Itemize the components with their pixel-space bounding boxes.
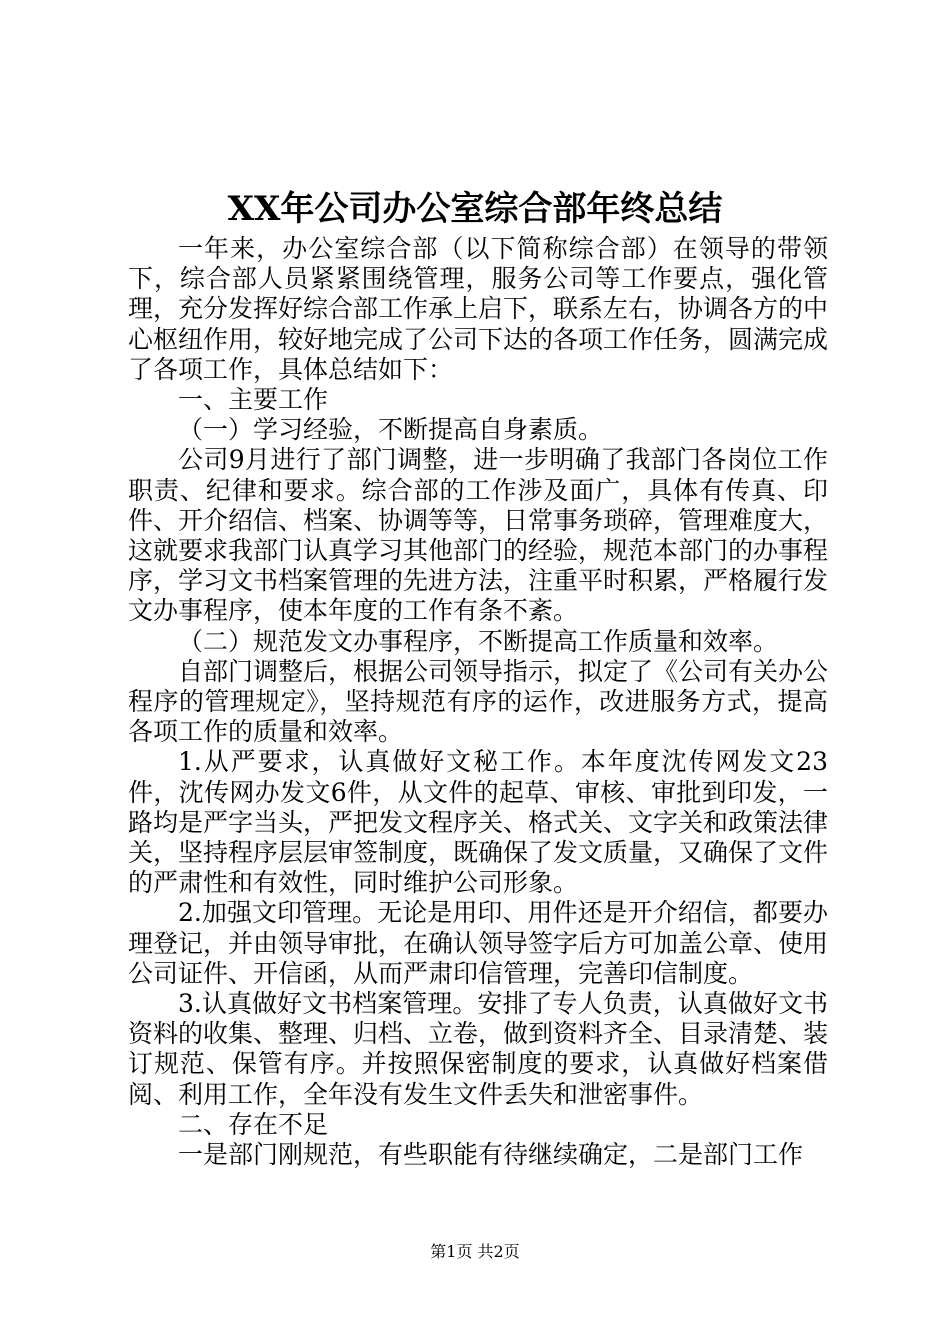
document-title: XX年公司办公室综合部年终总结 <box>227 189 723 229</box>
subsection-heading-procedures: （二）规范发文办事程序，不断提高工作质量和效率。 <box>178 626 779 656</box>
document-body <box>128 234 828 1170</box>
section-heading-main-work: 一、主要工作 <box>178 385 329 415</box>
subsection-heading-learning: （一）学习经验，不断提高自身素质。 <box>178 415 604 445</box>
paragraph-shortcomings: 一是部门刚规范，有些职能有待继续确定，二是部门工作 <box>178 1140 804 1170</box>
paragraph-learning: 公司9月进行了部门调整，进一步明确了我部门各岗位工作职责、纪律和要求。综合部的工作涉及面广，具体有传真、印件、开介绍信、档案、协调等等，日常事务琐碎，管理难度大，这就要求我部门认真学习其他部门的经验，规范本部门的办事程序，学习文书档案管理的先进方法，注重平时积累，严格履行发文办事程序，使本年度的工作有条不紊。 <box>128 445 829 626</box>
paragraph-item-2: 2.加强文印管理。无论是用印、用件还是开介绍信，都要办理登记，并由领导审批，在确认领导签字后方可加盖公章、使用公司证件、开信函，从而严肃印信管理，完善印信制度。 <box>128 898 829 988</box>
paragraph-intro: 一年来，办公室综合部（以下简称综合部）在领导的带领下，综合部人员紧紧围绕管理，服务公司等工作要点，强化管理，充分发挥好综合部工作承上启下，联系左右，协调各方的中心枢纽作用，较好地完成了公司下达的各项工作任务，圆满完成了各项工作，具体总结如下： <box>128 234 829 384</box>
paragraph-item-3: 3.认真做好文书档案管理。安排了专人负责，认真做好文书资料的收集、整理、归档、立卷，做到资料齐全、目录清楚、装订规范、保管有序。并按照保密制度的要求，认真做好档案借阅、利用工作，全年没有发生文件丢失和泄密事件。 <box>128 989 829 1109</box>
paragraph-procedures: 自部门调整后，根据公司领导指示，拟定了《公司有关办公程序的管理规定》，坚持规范有序的运作，改进服务方式，提高各项工作的质量和效率。 <box>128 656 829 747</box>
section-heading-shortcomings: 二、存在不足 <box>178 1109 329 1139</box>
page-footer: 第1页 共2页 <box>430 1242 520 1261</box>
paragraph-item-1: 1.从严要求，认真做好文秘工作。本年度沈传网发文23件，沈传网办发文6件，从文件的起草、审核、审批到印发，一路均是严字当头，严把发文程序关、格式关、文字关和政策法律关，坚持程序层层审签制度，既确保了发文质量，又确保了文件的严肃性和有效性，同时维护公司形象。 <box>128 747 829 898</box>
